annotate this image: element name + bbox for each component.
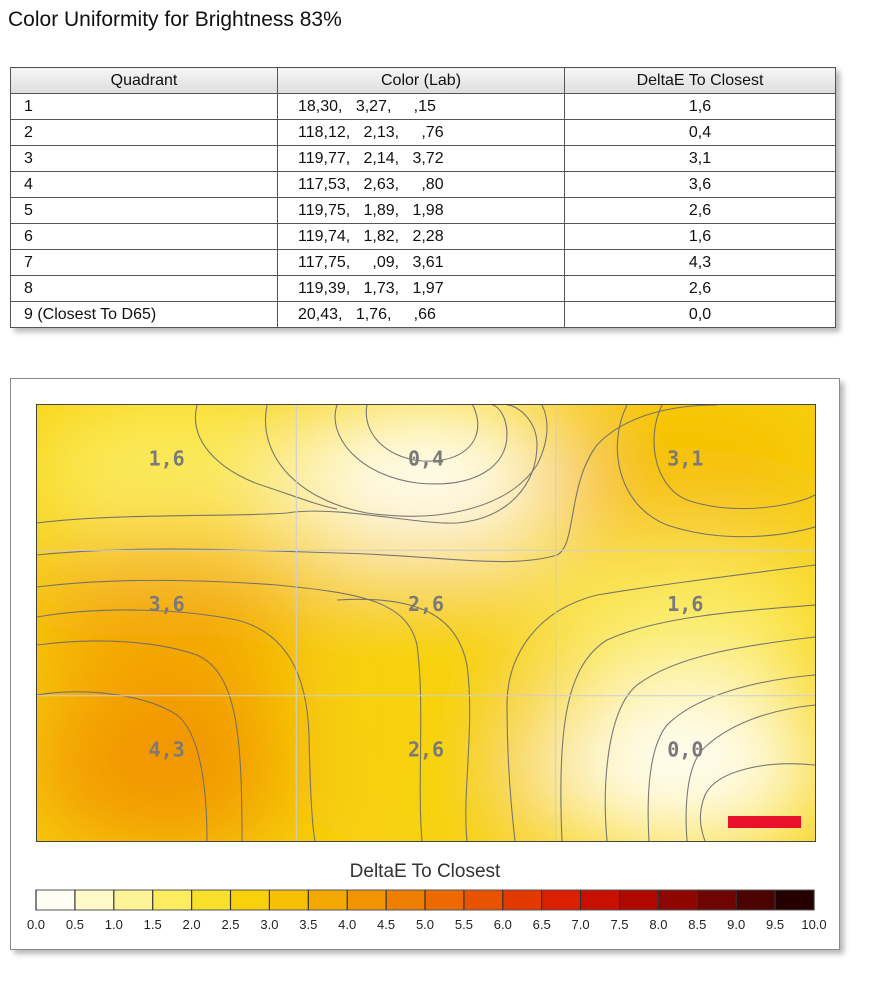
- delta-cell: 1,6: [565, 94, 836, 120]
- colorbar-swatch: [581, 890, 620, 910]
- colorbar-tick-label: 4.0: [338, 917, 357, 932]
- colorbar-swatch: [697, 890, 736, 910]
- page-title: Color Uniformity for Brightness 83%: [8, 8, 342, 31]
- colorbar-tick-label: 4.5: [377, 917, 396, 932]
- colorbar-swatch: [503, 890, 542, 910]
- colorbar-swatch: [425, 890, 464, 910]
- cell-value-label: 1,6: [667, 592, 704, 616]
- cell-value-label: 1,6: [148, 446, 185, 471]
- lab-cell: 117,75, ,09, 3,61: [278, 250, 565, 276]
- header-color-lab: Color (Lab): [278, 68, 565, 94]
- cell-value-label: 0,0: [667, 737, 704, 762]
- delta-cell: 2,6: [565, 276, 836, 302]
- delta-cell: 0,0: [565, 302, 836, 328]
- colorbar-swatch: [736, 890, 775, 910]
- colorbar-swatch: [658, 890, 697, 910]
- header-deltae: DeltaE To Closest: [565, 68, 836, 94]
- quadrant-cell: 9 (Closest To D65): [11, 302, 278, 328]
- heatmap-cell-fill: [283, 539, 568, 708]
- colorbar-swatch: [386, 890, 425, 910]
- colorbar-tick-label: 0.0: [26, 917, 46, 932]
- table-row: [11, 172, 836, 198]
- colorbar-tick-label: 8.5: [688, 917, 707, 932]
- table-row: [11, 276, 836, 302]
- red-marker: [728, 816, 801, 828]
- legend-title: DeltaE To Closest: [349, 861, 501, 882]
- colorbar-swatch: [36, 890, 75, 910]
- cell-value-label: 3,6: [148, 592, 185, 616]
- table-row: [11, 146, 836, 172]
- quadrant-cell: 7: [11, 250, 278, 276]
- colorbar-tick-label: 7.0: [571, 917, 590, 932]
- header-quadrant: Quadrant: [11, 68, 278, 94]
- colorbar-swatch: [153, 890, 192, 910]
- quadrant-cell: 2: [11, 120, 278, 146]
- colorbar-swatch: [75, 890, 114, 910]
- delta-cell: 2,6: [565, 198, 836, 224]
- colorbar-swatch: [269, 890, 308, 910]
- colorbar-tick-label: 9.0: [727, 917, 746, 932]
- colorbar-tick-label: 2.5: [221, 917, 240, 932]
- table-row: [11, 224, 836, 250]
- quadrant-cell: 4: [11, 172, 278, 198]
- lab-cell: 117,53, 2,63, ,80: [278, 172, 565, 198]
- colorbar-tick-label: 0.5: [65, 917, 84, 932]
- delta-cell: 3,6: [565, 172, 836, 198]
- quadrant-cell: 3: [11, 146, 278, 172]
- uniformity-heatmap: [36, 404, 816, 842]
- delta-cell: 3,1: [565, 146, 836, 172]
- lab-cell: 119,75, 1,89, 1,98: [278, 198, 565, 224]
- heatmap-cell-fill: [37, 539, 309, 708]
- lab-cell: 119,77, 2,14, 3,72: [278, 146, 565, 172]
- heatmap-cell-fill: [543, 539, 815, 708]
- colorbar-swatch: [192, 890, 231, 910]
- quadrant-cell: 8: [11, 276, 278, 302]
- table-row: [11, 120, 836, 146]
- colorbar-swatch: [347, 890, 386, 910]
- colorbar-swatch: [620, 890, 659, 910]
- colorbar-tick-label: 6.5: [532, 917, 551, 932]
- table-row: [11, 198, 836, 224]
- quadrant-cell: 1: [11, 94, 278, 120]
- colorbar-swatch: [114, 890, 153, 910]
- colorbar-tick-label: 9.5: [766, 917, 785, 932]
- colorbar-swatch: [775, 890, 814, 910]
- quadrant-cell: 6: [11, 224, 278, 250]
- cell-value-label: 4,3: [148, 737, 185, 762]
- colorbar-swatch: [464, 890, 503, 910]
- colorbar-tick-label: 1.5: [143, 917, 162, 932]
- colorbar-legend: [11, 884, 839, 945]
- lab-cell: 20,43, 1,76, ,66: [278, 302, 565, 328]
- cell-value-label: 2,6: [407, 592, 445, 616]
- delta-cell: 4,3: [565, 250, 836, 276]
- delta-cell: 1,6: [565, 224, 836, 250]
- lab-cell: 118,12, 2,13, ,76: [278, 120, 565, 146]
- colorbar-tick-label: 3.0: [260, 917, 279, 932]
- uniformity-chart-panel: [10, 378, 840, 950]
- colorbar-tick-label: 5.0: [415, 917, 435, 932]
- colorbar-swatch: [308, 890, 347, 910]
- cell-value-label: 2,6: [407, 737, 445, 762]
- colorbar-tick-label: 10.0: [801, 917, 827, 932]
- quadrant-cell: 5: [11, 198, 278, 224]
- table-row: [11, 302, 836, 328]
- cell-value-label: 0,4: [407, 446, 445, 471]
- color-lab-table: [10, 67, 836, 328]
- colorbar-tick-label: 3.5: [299, 917, 318, 932]
- colorbar-tick-label: 1.0: [104, 917, 123, 932]
- colorbar-tick-label: 2.0: [182, 917, 201, 932]
- colorbar-swatch: [542, 890, 581, 910]
- table-header-row: [11, 68, 836, 94]
- colorbar-tick-label: 5.5: [454, 917, 473, 932]
- table-row: [11, 94, 836, 120]
- cell-value-label: 3,1: [667, 446, 704, 471]
- lab-cell: 18,30, 3,27, ,15: [278, 94, 565, 120]
- lab-cell: 119,39, 1,73, 1,97: [278, 276, 565, 302]
- colorbar-tick-label: 7.5: [610, 917, 629, 932]
- colorbar-tick-label: 8.0: [649, 917, 668, 932]
- colorbar-tick-label: 6.0: [493, 917, 512, 932]
- lab-cell: 119,74, 1,82, 2,28: [278, 224, 565, 250]
- delta-cell: 0,4: [565, 120, 836, 146]
- table-row: [11, 250, 836, 276]
- colorbar-swatch: [231, 890, 270, 910]
